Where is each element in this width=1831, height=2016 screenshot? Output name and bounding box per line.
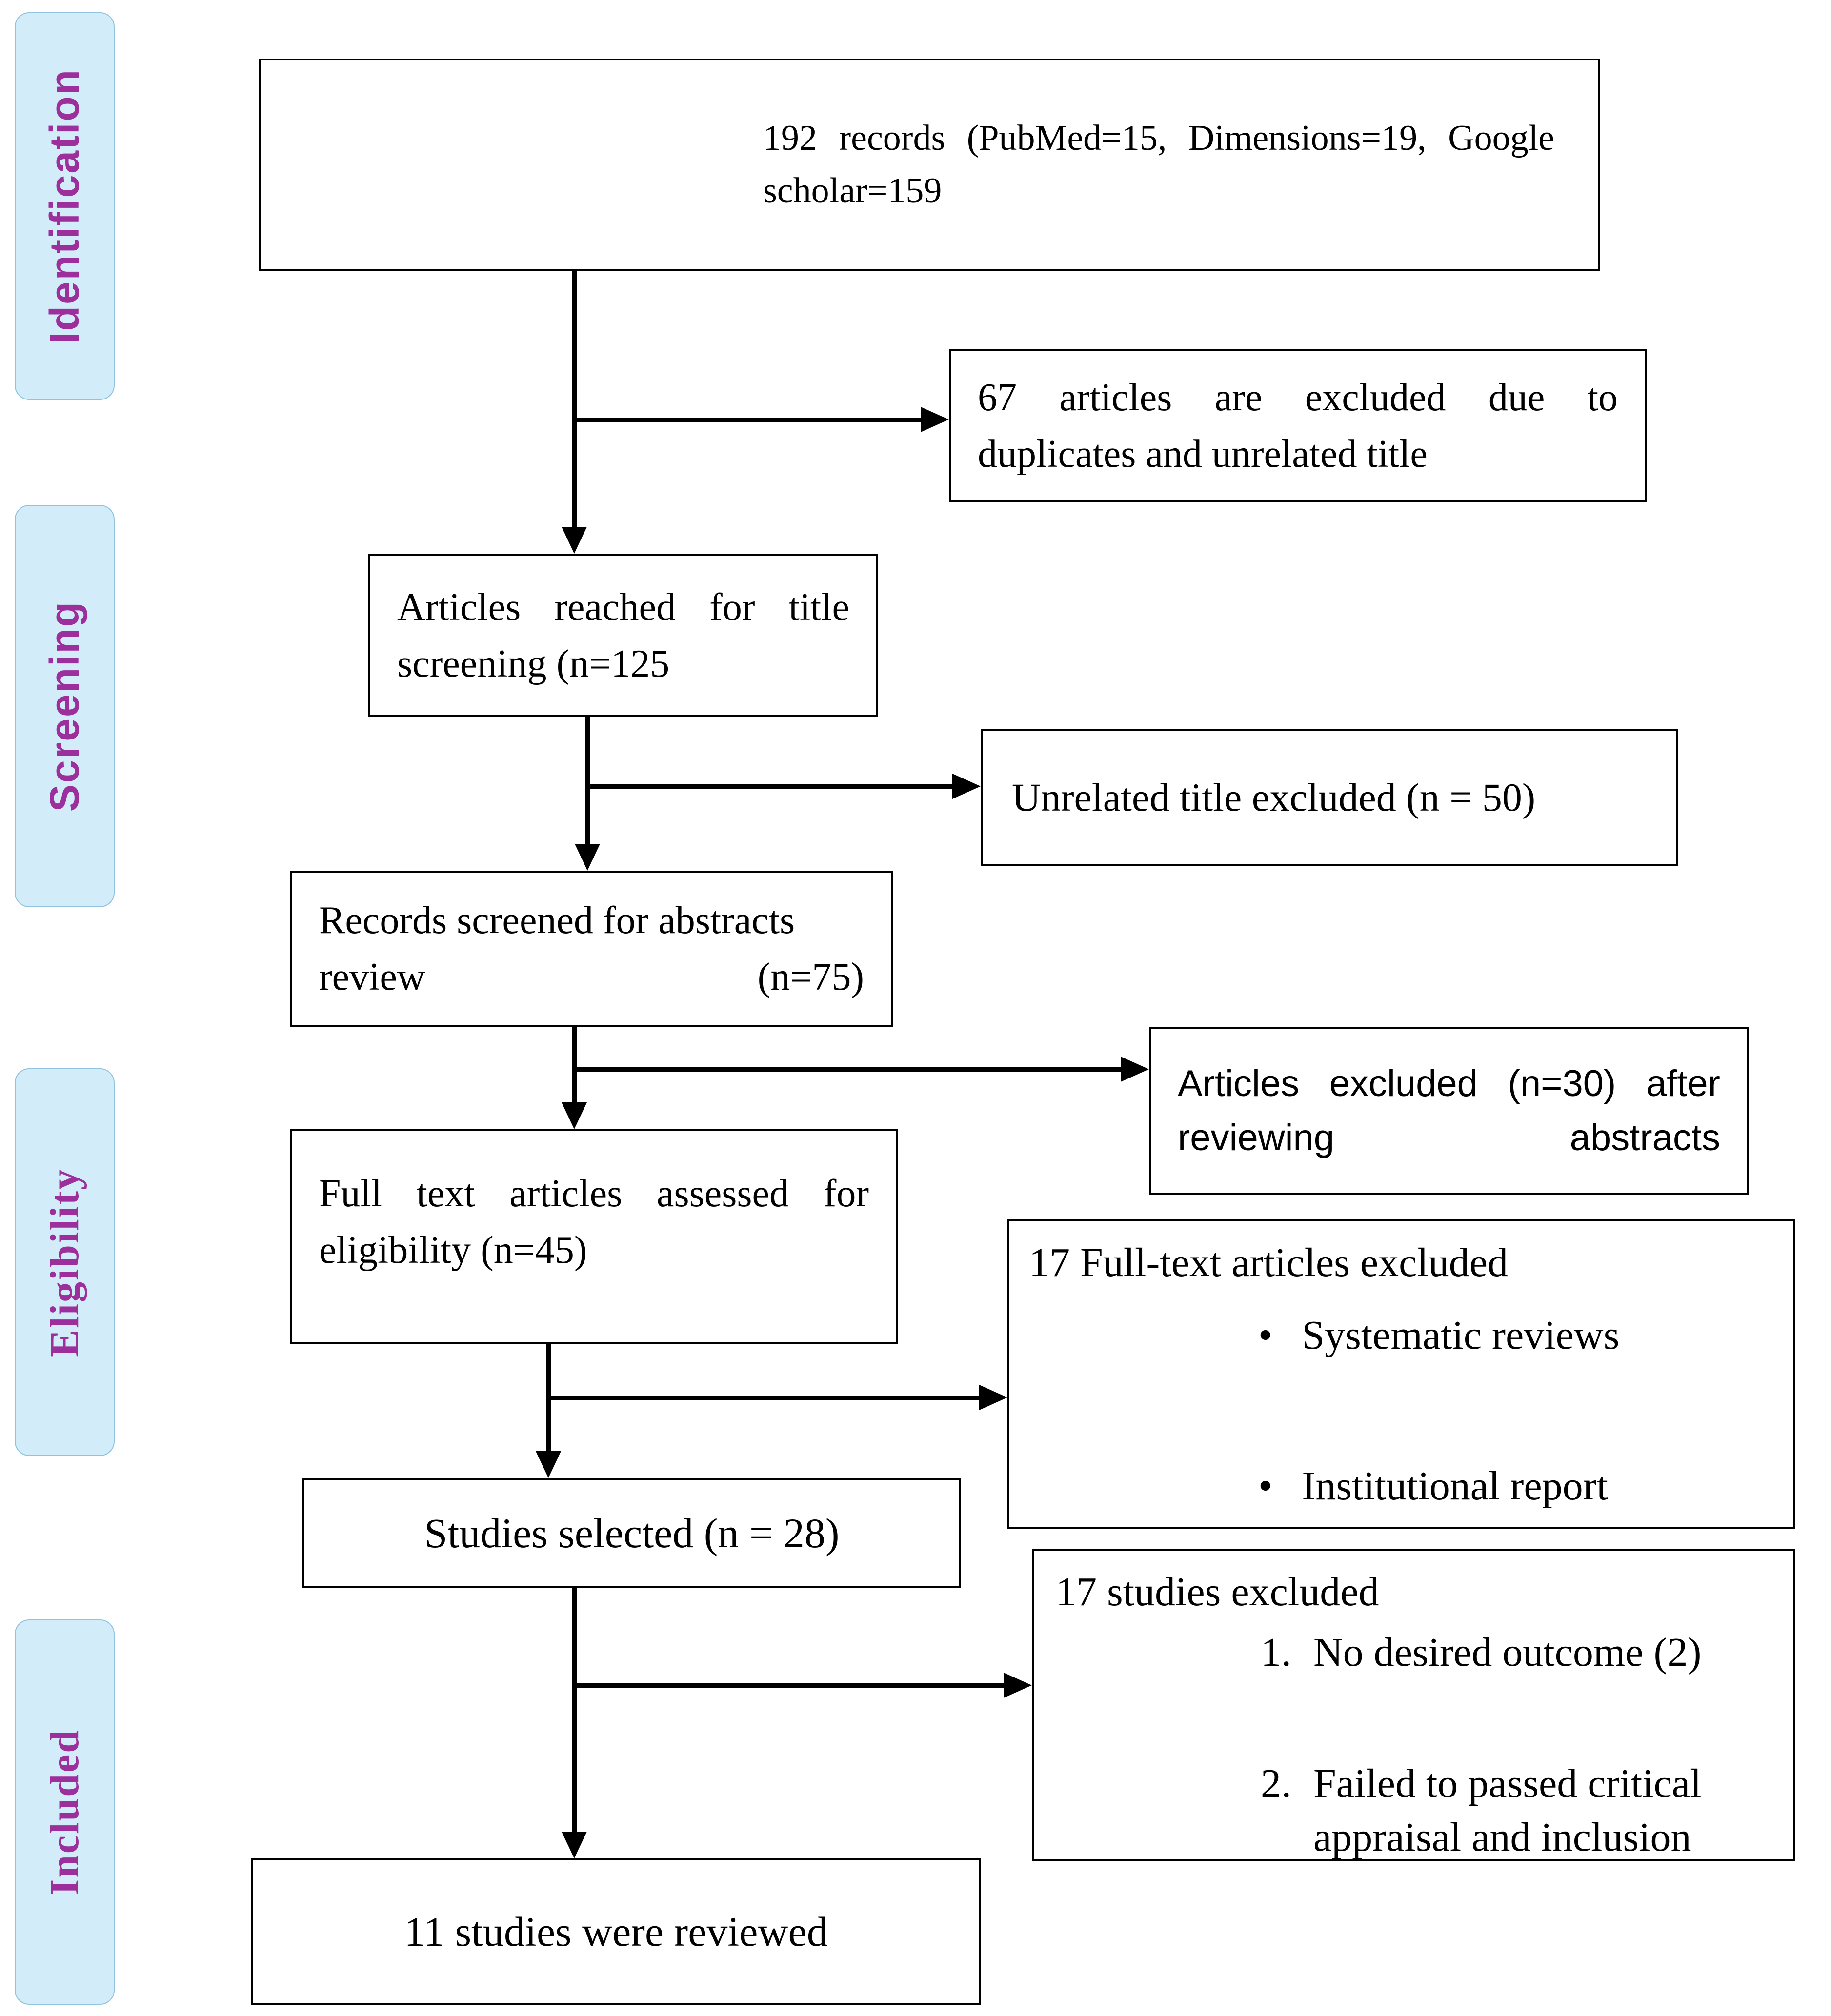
arrowhead-to-studies-excluded	[1004, 1673, 1032, 1698]
duplicates-excluded-line1: 67 articles are excluded due to	[978, 376, 1618, 419]
studies-selected-box	[302, 1478, 961, 1588]
connector-to-fulltext-excluded	[548, 1396, 979, 1400]
connector-to-studies-excluded	[574, 1683, 1004, 1688]
connector-to-duplicates-excluded	[574, 418, 922, 422]
stage-screening	[15, 505, 115, 907]
arrowhead-abstract-to-fulltext	[562, 1102, 587, 1129]
stage-screening-label: Screening	[41, 600, 87, 812]
arrowhead-fulltext-to-selected	[536, 1451, 561, 1478]
connector-title-to-abstract	[585, 716, 590, 844]
connector-abstract-to-fulltext	[572, 1026, 577, 1102]
connector-to-abstracts-excluded	[574, 1067, 1121, 1072]
studies-reviewed-text: 11 studies were reviewed	[404, 1908, 828, 1955]
duplicates-excluded-line2: duplicates and unrelated title	[978, 432, 1428, 476]
arrowhead-to-duplicates-excluded	[921, 407, 949, 432]
arrowhead-to-fulltext-excluded	[979, 1385, 1007, 1410]
fulltext-assessed-line2: eligibility (n=45)	[319, 1229, 587, 1272]
fulltext-assessed-line1: Full text articles assessed for	[319, 1172, 869, 1215]
title-screening-line1: Articles reached for title	[397, 585, 849, 629]
bullet-icon: •	[1258, 1463, 1273, 1509]
fulltext-assessed-box	[290, 1129, 898, 1344]
stage-included-label: Included	[42, 1729, 87, 1896]
records-identified-line1: 192 records (PubMed=15, Dimensions=19, Google	[763, 118, 1554, 159]
duplicates-excluded-box	[949, 349, 1647, 502]
abstract-screening-box	[290, 871, 893, 1027]
abstract-screening-line2-left: review	[319, 956, 425, 998]
studies-selected-text: Studies selected (n = 28)	[424, 1509, 840, 1557]
stage-eligibility-label: Eligibility	[42, 1167, 87, 1357]
fulltext-excluded-box	[1007, 1219, 1795, 1529]
studies-excluded-title: 17 studies excluded	[1056, 1569, 1379, 1615]
unrelated-excluded-text: Unrelated title excluded (n = 50)	[1012, 775, 1536, 819]
studies-excluded-item-1-num: 1.	[1261, 1630, 1291, 1676]
fulltext-excluded-title: 17 Full-text articles excluded	[1029, 1240, 1509, 1285]
stage-eligibility	[15, 1068, 115, 1456]
arrowhead-to-unrelated-excluded	[952, 774, 981, 799]
connector-records-to-title	[572, 270, 577, 527]
connector-to-unrelated-excluded	[587, 784, 952, 789]
studies-excluded-box	[1032, 1549, 1795, 1861]
abstracts-excluded-box	[1149, 1027, 1749, 1195]
title-screening-line2: screening (n=125	[397, 642, 670, 685]
abstract-screening-line2-right: (n=75)	[757, 956, 864, 998]
studies-excluded-item-1-text: No desired outcome (2)	[1313, 1630, 1702, 1676]
records-identified-line2: scholar=159	[763, 170, 942, 211]
connector-selected-to-reviewed	[572, 1587, 577, 1832]
arrowhead-records-to-title	[562, 527, 587, 554]
title-screening-box	[368, 554, 878, 717]
studies-excluded-item-2-num: 2.	[1261, 1761, 1291, 1807]
abstracts-excluded-line2-left: reviewing	[1178, 1117, 1335, 1158]
bullet-icon: •	[1258, 1313, 1273, 1358]
arrowhead-to-abstracts-excluded	[1121, 1057, 1149, 1082]
arrowhead-selected-to-reviewed	[562, 1832, 587, 1858]
abstracts-excluded-line1: Articles excluded (n=30) after	[1178, 1063, 1720, 1105]
fulltext-excluded-item-1: Systematic reviews	[1302, 1313, 1620, 1358]
stage-identification	[15, 12, 115, 400]
records-identified-box	[259, 59, 1600, 271]
unrelated-excluded-box	[981, 729, 1678, 866]
abstract-screening-line1: Records screened for abstracts	[319, 899, 795, 942]
studies-excluded-item-2-text: Failed to passed critical appraisal and inclusion	[1313, 1761, 1702, 1860]
abstracts-excluded-line2-right: abstracts	[1569, 1117, 1720, 1158]
stage-identification-label: Identification	[41, 68, 87, 344]
arrowhead-title-to-abstract	[575, 844, 600, 871]
fulltext-excluded-item-2: Institutional report	[1302, 1463, 1608, 1509]
studies-reviewed-box	[251, 1858, 981, 2005]
stage-included	[15, 1619, 115, 2005]
